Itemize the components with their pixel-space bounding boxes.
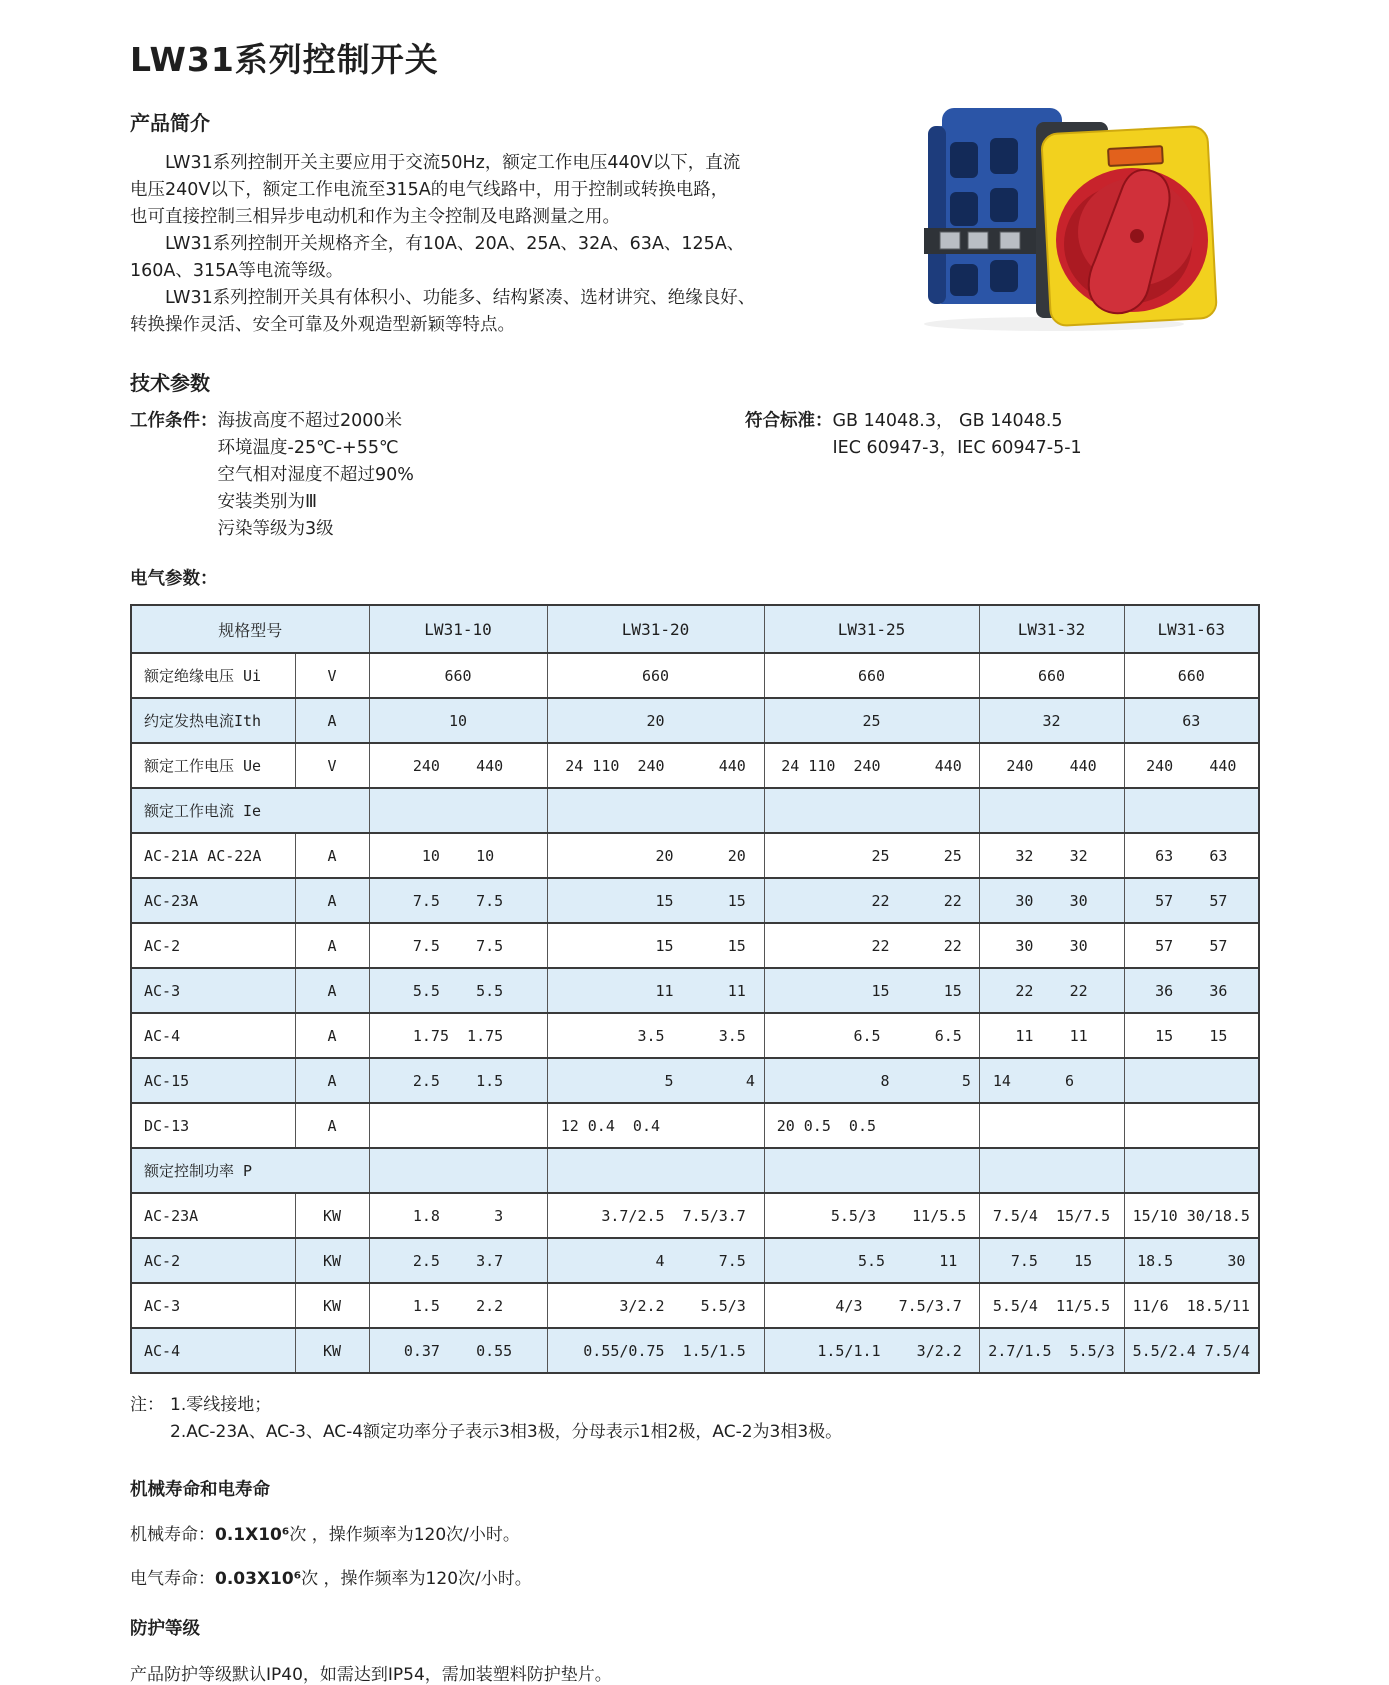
table-row	[131, 968, 1259, 1013]
working-condition-line: 海拔高度不超过2000米	[217, 411, 403, 431]
value-cell: 0.55/0.75 1.5/1.5	[547, 1328, 764, 1373]
row-unit: A	[295, 968, 369, 1013]
row-label: AC-3	[131, 968, 295, 1013]
table-row	[131, 653, 1259, 698]
indicator-window	[1108, 146, 1163, 166]
value-cell: 660	[1124, 653, 1259, 698]
row-unit: KW	[295, 1328, 369, 1373]
value-cell: 660	[979, 653, 1124, 698]
row-label: AC-23A	[131, 878, 295, 923]
value-cell: 3/2.2 5.5/3	[547, 1283, 764, 1328]
value-cell: 11 11	[979, 1013, 1124, 1058]
table-row	[131, 743, 1259, 788]
standards-label: 符合标准：	[745, 411, 833, 431]
value-cell: 36 36	[1124, 968, 1259, 1013]
value-cell	[547, 788, 764, 833]
working-conditions-label: 工作条件：	[130, 411, 218, 431]
row-label: AC-4	[131, 1013, 295, 1058]
value-cell: 10	[369, 698, 547, 743]
value-cell: 7.5/4 15/7.5	[979, 1193, 1124, 1238]
knob-hole	[1130, 229, 1144, 243]
note-line: 2.AC-23A、AC-3、AC-4额定功率分子表示3相3极，分母表示1相2极，AC-2为3相3极。	[170, 1422, 843, 1442]
value-cell	[1124, 1103, 1259, 1148]
row-label: DC-13	[131, 1103, 295, 1148]
value-cell: 4 7.5	[547, 1238, 764, 1283]
value-cell	[979, 1103, 1124, 1148]
value-cell: 32	[979, 698, 1124, 743]
value-cell: 15 15	[547, 923, 764, 968]
column-header: LW31-10	[369, 605, 547, 653]
value-cell: 63 63	[1124, 833, 1259, 878]
row-label: AC-21A AC-22A	[131, 833, 295, 878]
value-cell: 15 15	[547, 878, 764, 923]
value-cell: 57 57	[1124, 923, 1259, 968]
value-cell: 11 11	[547, 968, 764, 1013]
intro-paragraphs	[130, 150, 930, 339]
column-header: LW31-25	[764, 605, 979, 653]
notes-lines	[170, 1392, 1262, 1446]
row-label: AC-15	[131, 1058, 295, 1103]
intro-line: 电压240V以下，额定工作电流至315A的电气线路中，用于控制或转换电路，	[130, 180, 729, 200]
intro-heading: 产品简介	[130, 111, 210, 135]
working-condition-line: 安装类别为Ⅲ	[217, 492, 318, 512]
value-cell: 240 440	[1124, 743, 1259, 788]
value-cell: 15 15	[1124, 1013, 1259, 1058]
value-cell: 5 4	[547, 1058, 764, 1103]
value-cell: 20 0.5 0.5	[764, 1103, 979, 1148]
life-line-pre: 电气寿命：	[130, 1569, 215, 1589]
value-cell: 25 25	[764, 833, 979, 878]
value-cell	[369, 788, 547, 833]
table-row	[131, 698, 1259, 743]
intro-line: 160A、315A等电流等级。	[130, 261, 344, 281]
row-label: AC-23A	[131, 1193, 295, 1238]
row-unit: A	[295, 833, 369, 878]
value-cell: 22 22	[764, 878, 979, 923]
value-cell: 15 15	[764, 968, 979, 1013]
value-cell	[1124, 788, 1259, 833]
value-cell: 25	[764, 698, 979, 743]
value-cell: 660	[764, 653, 979, 698]
value-cell: 2.5 3.7	[369, 1238, 547, 1283]
value-cell: 3.7/2.5 7.5/3.7	[547, 1193, 764, 1238]
value-cell: 32 32	[979, 833, 1124, 878]
row-unit: A	[295, 1058, 369, 1103]
row-label: AC-4	[131, 1328, 295, 1373]
product-photo	[884, 96, 1220, 334]
column-header: LW31-20	[547, 605, 764, 653]
intro-line: 也可直接控制三相异步电动机和作为主令控制及电路测量之用。	[130, 207, 620, 227]
value-cell: 660	[369, 653, 547, 698]
life-line-post: 次 ，操作频率为120次/小时。	[289, 1525, 520, 1545]
table-row	[131, 833, 1259, 878]
page-title: LW31系列控制开关	[130, 40, 439, 79]
row-unit: A	[295, 1013, 369, 1058]
row-label: 额定工作电流 Ie	[131, 788, 369, 833]
value-cell: 30 30	[979, 878, 1124, 923]
value-cell: 2.5 1.5	[369, 1058, 547, 1103]
value-cell	[979, 1148, 1124, 1193]
row-label: AC-2	[131, 923, 295, 968]
value-cell: 5.5/3 11/5.5	[764, 1193, 979, 1238]
row-unit: KW	[295, 1238, 369, 1283]
table-row	[131, 788, 1259, 833]
value-cell: 20 20	[547, 833, 764, 878]
value-cell: 5.5 11	[764, 1238, 979, 1283]
value-cell: 1.5 2.2	[369, 1283, 547, 1328]
table-row	[131, 923, 1259, 968]
value-cell: 660	[547, 653, 764, 698]
working-condition-line: 污染等级为3级	[217, 519, 334, 539]
intro-line: LW31系列控制开关主要应用于交流50Hz，额定工作电压440V以下，直流	[130, 153, 741, 173]
row-unit: V	[295, 653, 369, 698]
row-label: 额定工作电压 Ue	[131, 743, 295, 788]
value-cell: 20	[547, 698, 764, 743]
working-condition-line: 空气相对湿度不超过90%	[217, 465, 414, 485]
table-row	[131, 878, 1259, 923]
value-cell: 0.37 0.55	[369, 1328, 547, 1373]
table-row	[131, 1103, 1259, 1148]
table-body	[131, 653, 1259, 1373]
standards-lines	[833, 408, 1082, 462]
rotary-switch-illustration	[884, 96, 1220, 334]
value-cell: 3.5 3.5	[547, 1013, 764, 1058]
value-cell	[369, 1148, 547, 1193]
intro-line: 转换操作灵活、安全可靠及外观造型新颖等特点。	[130, 315, 515, 335]
value-cell: 24 110 240 440	[764, 743, 979, 788]
row-unit: A	[295, 878, 369, 923]
notes-label: 注：	[130, 1395, 164, 1415]
table-header-row	[131, 605, 1259, 653]
life-line	[130, 1520, 1262, 1545]
value-cell: 22 22	[979, 968, 1124, 1013]
standard-line: IEC 60947-3，IEC 60947-5-1	[832, 438, 1082, 458]
row-label: 额定绝缘电压 Ui	[131, 653, 295, 698]
working-conditions	[130, 408, 1262, 543]
row-unit: KW	[295, 1283, 369, 1328]
value-cell: 12 0.4 0.4	[547, 1103, 764, 1148]
value-cell	[764, 1148, 979, 1193]
table-corner-header: 规格型号	[131, 605, 369, 653]
table-row	[131, 1148, 1259, 1193]
value-cell: 10 10	[369, 833, 547, 878]
value-cell	[1124, 1058, 1259, 1103]
column-header: LW31-63	[1124, 605, 1259, 653]
life-lines	[130, 1520, 1262, 1589]
row-label: AC-2	[131, 1238, 295, 1283]
value-cell: 22 22	[764, 923, 979, 968]
row-label: 约定发热电流Ith	[131, 698, 295, 743]
working-conditions-block	[130, 408, 1262, 543]
working-conditions-lines	[218, 408, 414, 543]
row-unit: A	[295, 698, 369, 743]
value-cell: 63	[1124, 698, 1259, 743]
table-row	[131, 1328, 1259, 1373]
value-cell: 30 30	[979, 923, 1124, 968]
value-cell	[547, 1148, 764, 1193]
table-row	[131, 1193, 1259, 1238]
life-heading: 机械寿命和电寿命	[130, 1480, 270, 1500]
value-cell: 1.5/1.1 3/2.2	[764, 1328, 979, 1373]
table-row	[131, 1283, 1259, 1328]
table-head	[131, 605, 1259, 653]
row-unit: KW	[295, 1193, 369, 1238]
value-cell: 240 440	[369, 743, 547, 788]
value-cell: 8 5	[764, 1058, 979, 1103]
value-cell: 5.5/4 11/5.5	[979, 1283, 1124, 1328]
table-row	[131, 1013, 1259, 1058]
row-unit: A	[295, 1103, 369, 1148]
value-cell	[1124, 1148, 1259, 1193]
value-cell	[369, 1103, 547, 1148]
life-line-post: 次 ，操作频率为120次/小时。	[301, 1569, 532, 1589]
standard-line: GB 14048.3， GB 14048.5	[832, 411, 1063, 431]
value-cell: 240 440	[979, 743, 1124, 788]
value-cell: 7.5 7.5	[369, 878, 547, 923]
intro-line: LW31系列控制开关规格齐全，有10A、20A、25A、32A、63A、125A、	[130, 234, 745, 254]
value-cell: 18.5 30	[1124, 1238, 1259, 1283]
life-line-strong: 0.1X10⁶	[215, 1525, 290, 1545]
value-cell: 57 57	[1124, 878, 1259, 923]
value-cell: 5.5/2.4 7.5/4	[1124, 1328, 1259, 1373]
protection-line: 产品防护等级默认IP40，如需达到IP54，需加装塑料防护垫片。	[130, 1665, 612, 1685]
life-line-strong: 0.03X10⁶	[215, 1569, 302, 1589]
value-cell	[764, 788, 979, 833]
column-header: LW31-32	[979, 605, 1124, 653]
electrical-parameters-table	[130, 604, 1260, 1374]
electrical-params-label: 电气参数：	[130, 569, 218, 589]
value-cell: 1.8 3	[369, 1193, 547, 1238]
value-cell: 15/10 30/18.5	[1124, 1193, 1259, 1238]
life-line	[130, 1564, 1262, 1589]
working-condition-line: 环境温度-25℃-+55℃	[217, 438, 399, 458]
tech-heading: 技术参数	[130, 371, 210, 395]
value-cell: 7.5 7.5	[369, 923, 547, 968]
value-cell: 5.5 5.5	[369, 968, 547, 1013]
value-cell: 4/3 7.5/3.7	[764, 1283, 979, 1328]
protection-heading: 防护等级	[130, 1619, 200, 1639]
value-cell: 7.5 15	[979, 1238, 1124, 1283]
value-cell	[979, 788, 1124, 833]
value-cell: 11/6 18.5/11	[1124, 1283, 1259, 1328]
row-label: 额定控制功率 P	[131, 1148, 369, 1193]
intro-line: LW31系列控制开关具有体积小、功能多、结构紧凑、选材讲究、绝缘良好、	[130, 288, 756, 308]
row-label: AC-3	[131, 1283, 295, 1328]
row-unit: V	[295, 743, 369, 788]
table-row	[131, 1238, 1259, 1283]
value-cell: 24 110 240 440	[547, 743, 764, 788]
value-cell: 14 6	[979, 1058, 1124, 1103]
standards-block	[745, 408, 1082, 462]
table-row	[131, 1058, 1259, 1103]
table-notes	[130, 1392, 1262, 1446]
value-cell: 1.75 1.75	[369, 1013, 547, 1058]
value-cell: 2.7/1.5 5.5/3	[979, 1328, 1124, 1373]
value-cell: 6.5 6.5	[764, 1013, 979, 1058]
note-line: 1.零线接地；	[170, 1395, 272, 1415]
row-unit: A	[295, 923, 369, 968]
life-line-pre: 机械寿命：	[130, 1525, 215, 1545]
